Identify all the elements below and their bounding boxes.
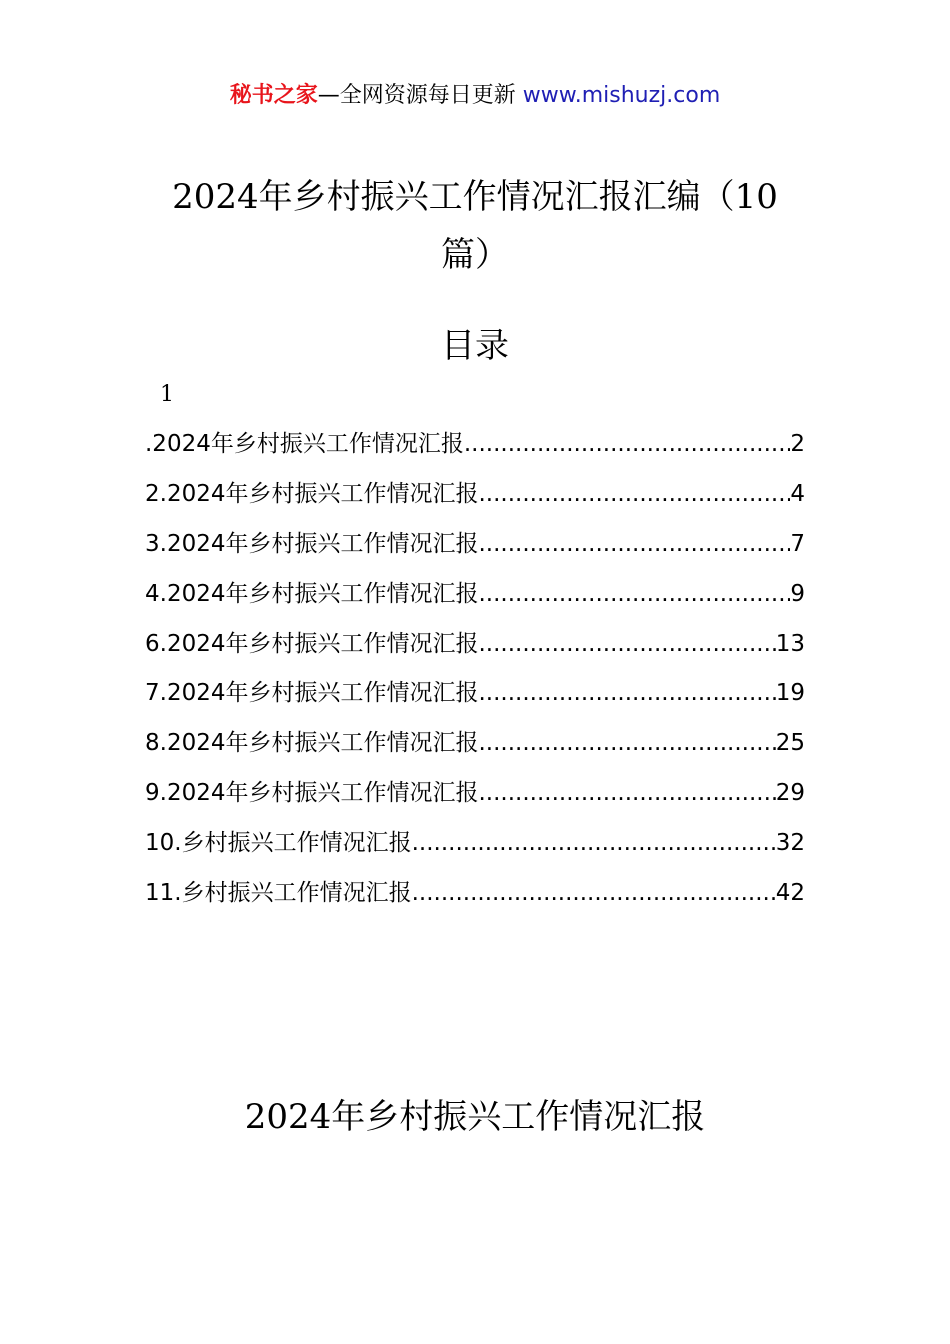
toc-entry-title: 9.2024年乡村振兴工作情况汇报 bbox=[145, 780, 479, 807]
toc-dot-leader bbox=[478, 570, 790, 618]
toc-entry-title: 3.2024年乡村振兴工作情况汇报 bbox=[145, 530, 479, 557]
toc-entry-page: 7 bbox=[790, 530, 805, 557]
toc-entry[interactable] bbox=[145, 769, 805, 819]
toc-dot-leader bbox=[478, 620, 775, 668]
site-tagline: —全网资源每日更新 bbox=[317, 83, 516, 108]
toc-dot-leader bbox=[412, 869, 776, 917]
toc-entry-page: 32 bbox=[775, 830, 805, 857]
toc-entry[interactable] bbox=[145, 470, 805, 520]
site-header bbox=[0, 80, 950, 112]
table-of-contents bbox=[145, 420, 805, 919]
toc-entry-title: 2.2024年乡村振兴工作情况汇报 bbox=[145, 480, 479, 507]
toc-entry[interactable] bbox=[145, 819, 805, 869]
document-title-line-2: 篇） bbox=[441, 235, 509, 275]
toc-dot-leader bbox=[478, 520, 790, 568]
toc-dot-leader bbox=[478, 470, 790, 518]
toc-entry-title: 8.2024年乡村振兴工作情况汇报 bbox=[145, 730, 479, 757]
toc-entry-page: 25 bbox=[775, 730, 805, 757]
toc-dot-leader bbox=[478, 719, 775, 767]
toc-entry-page: 29 bbox=[775, 780, 805, 807]
toc-heading: 目录 bbox=[441, 326, 509, 366]
toc-entry-title: .2024年乡村振兴工作情况汇报 bbox=[145, 431, 464, 457]
toc-entry-title: 4.2024年乡村振兴工作情况汇报 bbox=[145, 580, 479, 607]
toc-dot-leader bbox=[478, 669, 775, 717]
toc-entry-title: 10.乡村振兴工作情况汇报 bbox=[145, 830, 412, 857]
toc-entry[interactable] bbox=[145, 669, 805, 719]
toc-dot-leader bbox=[478, 769, 775, 817]
toc-dot-leader bbox=[412, 819, 776, 867]
toc-entry[interactable] bbox=[145, 869, 805, 919]
toc-entry-page: 19 bbox=[775, 680, 805, 707]
toc-entry[interactable] bbox=[145, 620, 805, 670]
document-title-line-1: 2024年乡村振兴工作情况汇报汇编（10 bbox=[172, 177, 778, 217]
site-url-link[interactable]: www.mishuzj.com bbox=[522, 83, 721, 108]
toc-entry-page: 42 bbox=[775, 880, 805, 907]
toc-entry-page: 9 bbox=[790, 580, 805, 607]
toc-entry-page: 2 bbox=[790, 431, 805, 457]
toc-entry[interactable] bbox=[145, 570, 805, 620]
toc-entry-title: 6.2024年乡村振兴工作情况汇报 bbox=[145, 630, 479, 657]
toc-entry[interactable] bbox=[145, 420, 805, 470]
toc-entry-page: 13 bbox=[775, 630, 805, 657]
toc-entry-title: 7.2024年乡村振兴工作情况汇报 bbox=[145, 680, 479, 707]
toc-dot-leader bbox=[464, 420, 791, 468]
toc-entry[interactable] bbox=[145, 719, 805, 769]
toc-entry-page: 4 bbox=[790, 480, 805, 507]
toc-entry-title: 11.乡村振兴工作情况汇报 bbox=[145, 880, 412, 907]
section-title: 2024年乡村振兴工作情况汇报 bbox=[244, 1097, 706, 1137]
toc-first-entry-number: 1 bbox=[160, 382, 174, 407]
document-title bbox=[150, 168, 800, 284]
toc-entry[interactable] bbox=[145, 520, 805, 570]
site-brand: 秘书之家 bbox=[229, 83, 318, 108]
